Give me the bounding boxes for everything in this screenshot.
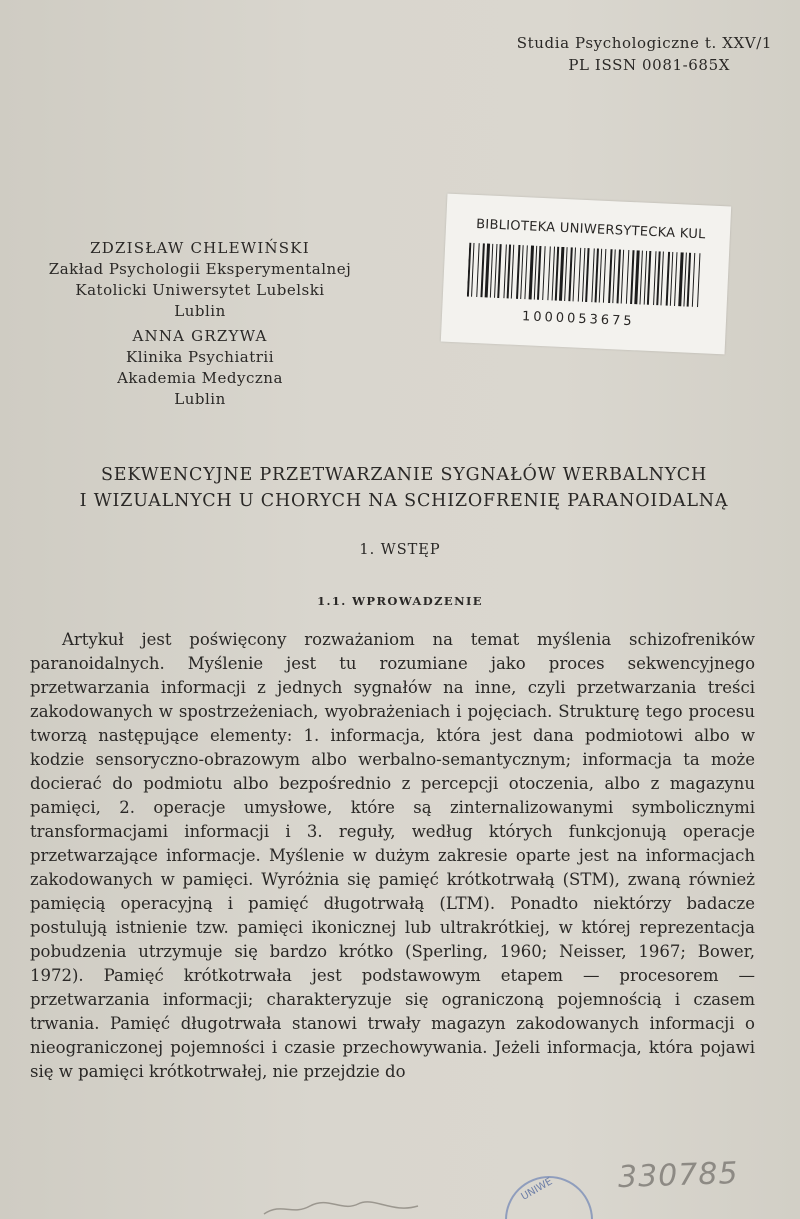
author-affiliation: Lublin [174,302,226,320]
author-affiliation: Lublin [174,390,226,408]
pencil-scribble-icon [262,1198,422,1218]
title-line: I WIZUALNYCH U CHORYCH NA SCHIZOFRENIĘ PARANOIDALNĄ [79,491,729,511]
author-block [30,238,370,410]
stamp-text: UNIWE [519,1176,555,1203]
barcode-icon [467,243,705,308]
library-name: BIBLIOTEKA UNIWERSYTECKA KUL [475,216,706,243]
pencil-inventory-number: 330785 [617,1155,740,1196]
body-text [30,628,755,1084]
author-name: ANNA GRZYWA [132,327,268,345]
author-affiliation: Zakład Psychologii Eksperymentalnej [48,260,352,278]
title-line: SEKWENCYJNE PRZETWARZANIE SYGNAŁÓW WERBALNYCH [100,465,708,485]
subsection-heading: 1.1. WPROWADZENIE [317,594,483,608]
journal-header [517,32,772,76]
article-title [30,462,778,514]
author-affiliation: Klinika Psychiatrii [125,348,274,366]
author-affiliation: Akademia Medyczna [117,369,283,387]
author-affiliation: Katolicki Uniwersytet Lubelski [75,281,325,299]
journal-issn: PL ISSN 0081-685X [568,56,730,74]
barcode-number: 1000053675 [521,309,635,330]
author-name: ZDZISŁAW CHLEWIŃSKI [90,239,310,257]
section-heading: 1. WSTĘP [359,542,441,558]
journal-title: Studia Psychologiczne t. XXV/1 [516,34,772,52]
paragraph: Artykuł jest poświęcony rozważaniom na temat myślenia schizofreników paranoidalnych. Myślenie jest tu rozumiane jako proces sekwencyjnego przetwarzania informacji z jednych sygnałów na inne, czyli przetwarzania treści zakodowanych w spostrzeżeniach, wyobrażeniach i pojęciach. Strukturę tego procesu tworzą następujące elementy: 1. informacja, która jest dana podmiotowi albo w kodzie sensoryczno-obrazowym albo werbalno-semantycznym; informacja ta może docierać do podmiotu albo bezpośrednio z percepcji otoczenia, albo z magazynu pamięci, 2. operacje umysłowe, które są zinternalizowanymi symbolicznymi transformacjami informacji i 3. reguły, według których funkcjonują operacje przetwarzające informacje. Myślenie w dużym zakresie oparte jest na informacjach zakodowanych w pamięci. Wyróżnia się pamięć krótkotrwałą (STM), zwaną również pamięcią operacyjną i pamięć długotrwałą (LTM). Ponadto niektórzy badacze postulują istnienie tzw. pamięci ikonicznej lub ultrakrótkiej, w której reprezentacja pobudzenia utrzymuje się bardzo krótko (Sperling, 1960; Neisser, 1967; Bower, 1972). Pamięć krótkotrwała jest podstawowym etapem — procesorem — przetwarzania informacji; charakteryzuje się ograniczoną pojemnością i czasem trwania. Pamięć długotrwała stanowi trwały magazyn zakodowanych informacji o nieograniczonej pojemności i czasie przechowywania. Jeżeli informacja, która pojawi się w pamięci krótkotrwałej, nie przejdzie do [30,630,755,1081]
library-sticker [441,194,731,355]
